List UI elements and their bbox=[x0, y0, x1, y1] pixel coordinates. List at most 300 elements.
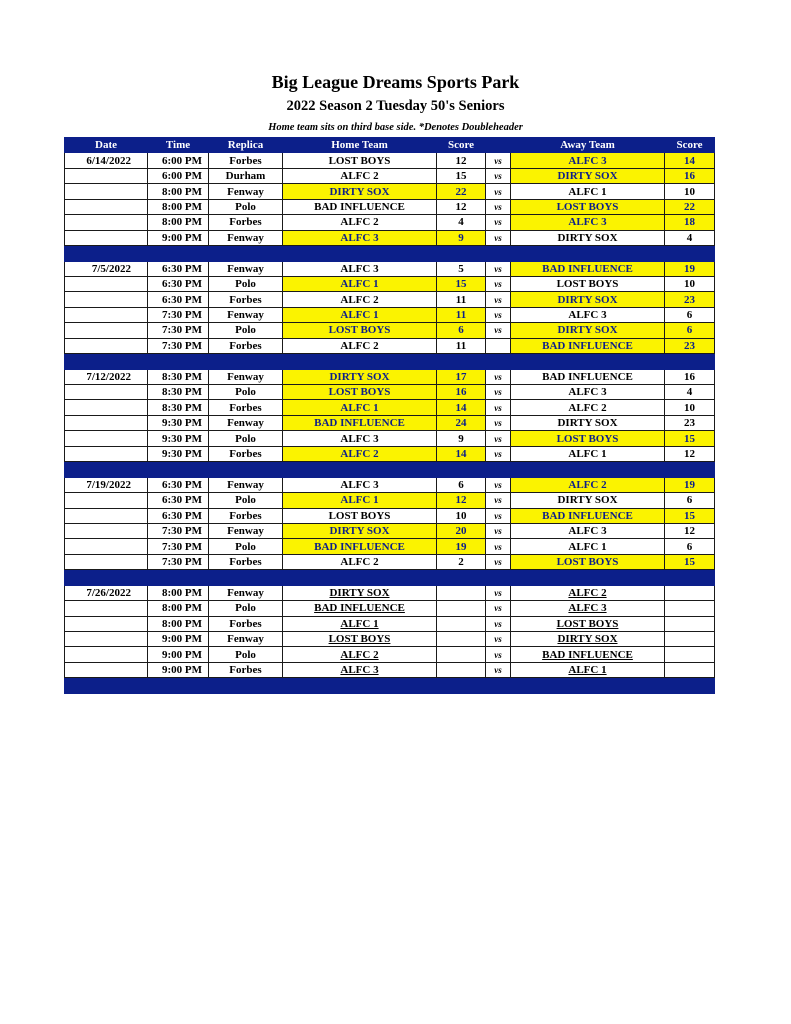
cell-home-team: ALFC 1 bbox=[283, 400, 437, 415]
cell-vs: vs bbox=[486, 431, 511, 446]
col-header-away-score: Score bbox=[665, 138, 715, 153]
cell-home-score: 14 bbox=[437, 400, 486, 415]
cell-away-score: 23 bbox=[665, 338, 715, 353]
col-header-time: Time bbox=[148, 138, 209, 153]
cell-away-score: 4 bbox=[665, 230, 715, 245]
cell-replica: Polo bbox=[209, 385, 283, 400]
cell-replica: Forbes bbox=[209, 338, 283, 353]
cell-away-team: ALFC 1 bbox=[511, 662, 665, 677]
cell-replica: Fenway bbox=[209, 230, 283, 245]
cell-away-score: 14 bbox=[665, 153, 715, 168]
cell-away-team: ALFC 2 bbox=[511, 585, 665, 600]
cell-home-score: 12 bbox=[437, 493, 486, 508]
cell-home-score: 24 bbox=[437, 415, 486, 430]
cell-time: 6:30 PM bbox=[148, 261, 209, 276]
cell-replica: Durham bbox=[209, 168, 283, 183]
table-row bbox=[65, 400, 715, 415]
cell-time: 8:30 PM bbox=[148, 369, 209, 384]
cell-date bbox=[65, 493, 148, 508]
week-separator-row bbox=[65, 354, 715, 369]
cell-date bbox=[65, 230, 148, 245]
cell-home-score: 11 bbox=[437, 307, 486, 322]
week-separator-row bbox=[65, 678, 715, 693]
cell-home-score: 11 bbox=[437, 292, 486, 307]
cell-away-team: ALFC 2 bbox=[511, 477, 665, 492]
cell-time: 6:30 PM bbox=[148, 477, 209, 492]
cell-vs: vs bbox=[486, 616, 511, 631]
separator-cell bbox=[665, 462, 715, 477]
cell-home-team: DIRTY SOX bbox=[283, 585, 437, 600]
cell-away-score: 15 bbox=[665, 431, 715, 446]
cell-time: 7:30 PM bbox=[148, 307, 209, 322]
cell-time: 8:00 PM bbox=[148, 585, 209, 600]
cell-away-score: 6 bbox=[665, 539, 715, 554]
table-row bbox=[65, 477, 715, 492]
cell-date bbox=[65, 276, 148, 291]
cell-time: 6:00 PM bbox=[148, 153, 209, 168]
cell-away-score bbox=[665, 647, 715, 662]
cell-replica: Polo bbox=[209, 647, 283, 662]
cell-time: 7:30 PM bbox=[148, 323, 209, 338]
cell-home-score: 20 bbox=[437, 523, 486, 538]
cell-away-score: 4 bbox=[665, 385, 715, 400]
cell-replica: Fenway bbox=[209, 184, 283, 199]
cell-home-team: DIRTY SOX bbox=[283, 184, 437, 199]
week-separator-row bbox=[65, 462, 715, 477]
cell-away-team: ALFC 3 bbox=[511, 385, 665, 400]
cell-home-score: 9 bbox=[437, 230, 486, 245]
cell-home-score: 19 bbox=[437, 539, 486, 554]
cell-vs: vs bbox=[486, 153, 511, 168]
table-row bbox=[65, 369, 715, 384]
cell-vs: vs bbox=[486, 539, 511, 554]
cell-away-score: 6 bbox=[665, 307, 715, 322]
cell-vs: vs bbox=[486, 400, 511, 415]
cell-away-score: 22 bbox=[665, 199, 715, 214]
cell-away-score: 12 bbox=[665, 446, 715, 461]
cell-home-team: ALFC 3 bbox=[283, 230, 437, 245]
cell-home-score: 9 bbox=[437, 431, 486, 446]
cell-date bbox=[65, 215, 148, 230]
cell-away-score: 16 bbox=[665, 369, 715, 384]
col-header-home-team: Home Team bbox=[283, 138, 437, 153]
cell-time: 6:30 PM bbox=[148, 276, 209, 291]
table-row bbox=[65, 261, 715, 276]
cell-replica: Fenway bbox=[209, 477, 283, 492]
cell-home-score: 11 bbox=[437, 338, 486, 353]
cell-away-team: DIRTY SOX bbox=[511, 493, 665, 508]
cell-date bbox=[65, 554, 148, 569]
cell-away-team: ALFC 1 bbox=[511, 446, 665, 461]
separator-cell bbox=[209, 678, 283, 693]
table-row bbox=[65, 215, 715, 230]
cell-date: 7/26/2022 bbox=[65, 585, 148, 600]
separator-cell bbox=[283, 462, 437, 477]
separator-cell bbox=[148, 462, 209, 477]
cell-vs: vs bbox=[486, 585, 511, 600]
cell-time: 7:30 PM bbox=[148, 523, 209, 538]
cell-date: 6/14/2022 bbox=[65, 153, 148, 168]
separator-cell bbox=[148, 354, 209, 369]
cell-home-team: BAD INFLUENCE bbox=[283, 415, 437, 430]
cell-date bbox=[65, 415, 148, 430]
table-row bbox=[65, 446, 715, 461]
cell-home-team: ALFC 2 bbox=[283, 338, 437, 353]
separator-cell bbox=[65, 354, 148, 369]
cell-vs: vs bbox=[486, 415, 511, 430]
cell-vs: vs bbox=[486, 632, 511, 647]
cell-away-team: ALFC 3 bbox=[511, 523, 665, 538]
cell-away-team: BAD INFLUENCE bbox=[511, 647, 665, 662]
cell-home-score bbox=[437, 601, 486, 616]
cell-replica: Polo bbox=[209, 199, 283, 214]
separator-cell bbox=[148, 246, 209, 261]
cell-date bbox=[65, 400, 148, 415]
cell-replica: Fenway bbox=[209, 585, 283, 600]
table-row bbox=[65, 616, 715, 631]
cell-away-team: LOST BOYS bbox=[511, 276, 665, 291]
cell-time: 8:00 PM bbox=[148, 199, 209, 214]
col-header-replica: Replica bbox=[209, 138, 283, 153]
separator-cell bbox=[65, 570, 148, 585]
separator-cell bbox=[665, 354, 715, 369]
cell-home-team: ALFC 2 bbox=[283, 215, 437, 230]
cell-date bbox=[65, 601, 148, 616]
cell-away-team: ALFC 1 bbox=[511, 184, 665, 199]
separator-cell bbox=[486, 678, 511, 693]
cell-vs: vs bbox=[486, 307, 511, 322]
cell-home-team: BAD INFLUENCE bbox=[283, 601, 437, 616]
cell-home-team: ALFC 3 bbox=[283, 261, 437, 276]
separator-cell bbox=[665, 246, 715, 261]
separator-cell bbox=[665, 678, 715, 693]
separator-cell bbox=[209, 462, 283, 477]
cell-vs: vs bbox=[486, 493, 511, 508]
cell-time: 8:30 PM bbox=[148, 385, 209, 400]
cell-home-team: LOST BOYS bbox=[283, 632, 437, 647]
separator-cell bbox=[209, 246, 283, 261]
cell-home-team: ALFC 3 bbox=[283, 477, 437, 492]
table-row bbox=[65, 431, 715, 446]
cell-away-score: 10 bbox=[665, 276, 715, 291]
cell-away-score: 6 bbox=[665, 493, 715, 508]
separator-cell bbox=[148, 678, 209, 693]
cell-away-score bbox=[665, 632, 715, 647]
separator-cell bbox=[65, 246, 148, 261]
cell-vs: vs bbox=[486, 446, 511, 461]
cell-replica: Forbes bbox=[209, 215, 283, 230]
cell-home-score bbox=[437, 616, 486, 631]
separator-cell bbox=[209, 570, 283, 585]
cell-time: 9:30 PM bbox=[148, 446, 209, 461]
cell-away-score: 19 bbox=[665, 261, 715, 276]
separator-cell bbox=[437, 462, 486, 477]
table-row bbox=[65, 585, 715, 600]
cell-away-team: ALFC 3 bbox=[511, 153, 665, 168]
cell-replica: Polo bbox=[209, 276, 283, 291]
table-row bbox=[65, 415, 715, 430]
cell-time: 6:00 PM bbox=[148, 168, 209, 183]
cell-date bbox=[65, 292, 148, 307]
cell-date bbox=[65, 385, 148, 400]
cell-date bbox=[65, 184, 148, 199]
cell-away-team: LOST BOYS bbox=[511, 199, 665, 214]
cell-time: 9:00 PM bbox=[148, 647, 209, 662]
cell-home-score: 10 bbox=[437, 508, 486, 523]
separator-cell bbox=[65, 678, 148, 693]
separator-cell bbox=[283, 246, 437, 261]
cell-away-team: ALFC 1 bbox=[511, 539, 665, 554]
cell-replica: Forbes bbox=[209, 554, 283, 569]
cell-vs: vs bbox=[486, 276, 511, 291]
cell-home-score: 6 bbox=[437, 477, 486, 492]
cell-away-score: 12 bbox=[665, 523, 715, 538]
separator-cell bbox=[209, 354, 283, 369]
cell-away-score: 6 bbox=[665, 323, 715, 338]
cell-home-team: ALFC 2 bbox=[283, 554, 437, 569]
cell-vs: vs bbox=[486, 554, 511, 569]
table-row bbox=[65, 632, 715, 647]
table-row bbox=[65, 385, 715, 400]
cell-replica: Forbes bbox=[209, 400, 283, 415]
cell-replica: Fenway bbox=[209, 307, 283, 322]
cell-home-team: ALFC 1 bbox=[283, 276, 437, 291]
col-header-date: Date bbox=[65, 138, 148, 153]
cell-replica: Forbes bbox=[209, 508, 283, 523]
table-row bbox=[65, 153, 715, 168]
cell-away-score bbox=[665, 601, 715, 616]
cell-time: 8:30 PM bbox=[148, 400, 209, 415]
cell-away-team: LOST BOYS bbox=[511, 431, 665, 446]
cell-replica: Fenway bbox=[209, 261, 283, 276]
cell-date bbox=[65, 307, 148, 322]
cell-date: 7/12/2022 bbox=[65, 369, 148, 384]
cell-home-team: ALFC 3 bbox=[283, 662, 437, 677]
cell-date bbox=[65, 632, 148, 647]
cell-home-team: BAD INFLUENCE bbox=[283, 539, 437, 554]
cell-away-team: LOST BOYS bbox=[511, 616, 665, 631]
cell-replica: Forbes bbox=[209, 446, 283, 461]
cell-home-team: LOST BOYS bbox=[283, 153, 437, 168]
separator-cell bbox=[283, 354, 437, 369]
cell-time: 6:30 PM bbox=[148, 292, 209, 307]
cell-home-team: LOST BOYS bbox=[283, 385, 437, 400]
cell-away-team: LOST BOYS bbox=[511, 554, 665, 569]
cell-home-team: ALFC 1 bbox=[283, 307, 437, 322]
cell-away-score: 19 bbox=[665, 477, 715, 492]
separator-cell bbox=[511, 246, 665, 261]
cell-date bbox=[65, 338, 148, 353]
cell-replica: Forbes bbox=[209, 292, 283, 307]
separator-cell bbox=[511, 462, 665, 477]
col-header-home-score: Score bbox=[437, 138, 486, 153]
separator-cell bbox=[65, 462, 148, 477]
cell-away-team: ALFC 3 bbox=[511, 307, 665, 322]
cell-home-score: 15 bbox=[437, 168, 486, 183]
cell-home-score: 17 bbox=[437, 369, 486, 384]
cell-away-team: DIRTY SOX bbox=[511, 292, 665, 307]
cell-time: 7:30 PM bbox=[148, 554, 209, 569]
cell-time: 6:30 PM bbox=[148, 493, 209, 508]
separator-cell bbox=[437, 354, 486, 369]
cell-replica: Polo bbox=[209, 431, 283, 446]
cell-time: 9:30 PM bbox=[148, 431, 209, 446]
cell-away-team: BAD INFLUENCE bbox=[511, 261, 665, 276]
cell-date bbox=[65, 431, 148, 446]
cell-date bbox=[65, 323, 148, 338]
cell-home-team: ALFC 2 bbox=[283, 292, 437, 307]
cell-home-score bbox=[437, 585, 486, 600]
cell-home-score: 12 bbox=[437, 153, 486, 168]
cell-away-team: DIRTY SOX bbox=[511, 168, 665, 183]
cell-away-team: BAD INFLUENCE bbox=[511, 338, 665, 353]
week-separator-row bbox=[65, 570, 715, 585]
cell-time: 9:00 PM bbox=[148, 230, 209, 245]
cell-home-team: LOST BOYS bbox=[283, 508, 437, 523]
separator-cell bbox=[283, 570, 437, 585]
cell-home-team: DIRTY SOX bbox=[283, 523, 437, 538]
cell-replica: Polo bbox=[209, 539, 283, 554]
cell-time: 7:30 PM bbox=[148, 338, 209, 353]
cell-home-score bbox=[437, 632, 486, 647]
cell-home-score: 22 bbox=[437, 184, 486, 199]
cell-vs: vs bbox=[486, 292, 511, 307]
schedule-note: Home team sits on third base side. *Denotes Doubleheader bbox=[268, 122, 523, 133]
cell-home-score: 14 bbox=[437, 446, 486, 461]
separator-cell bbox=[148, 570, 209, 585]
cell-away-team: ALFC 2 bbox=[511, 400, 665, 415]
page-subtitle: 2022 Season 2 Tuesday 50's Seniors bbox=[286, 98, 505, 114]
cell-away-team: DIRTY SOX bbox=[511, 323, 665, 338]
cell-away-score: 10 bbox=[665, 184, 715, 199]
cell-date: 7/5/2022 bbox=[65, 261, 148, 276]
cell-time: 9:00 PM bbox=[148, 632, 209, 647]
cell-time: 9:30 PM bbox=[148, 415, 209, 430]
table-header-row bbox=[65, 138, 715, 153]
cell-time: 8:00 PM bbox=[148, 184, 209, 199]
cell-vs: vs bbox=[486, 508, 511, 523]
table-row bbox=[65, 662, 715, 677]
cell-date bbox=[65, 168, 148, 183]
table-row bbox=[65, 554, 715, 569]
cell-away-score: 23 bbox=[665, 415, 715, 430]
cell-replica: Fenway bbox=[209, 523, 283, 538]
cell-time: 8:00 PM bbox=[148, 601, 209, 616]
table-row bbox=[65, 601, 715, 616]
cell-date bbox=[65, 616, 148, 631]
cell-home-team: ALFC 2 bbox=[283, 446, 437, 461]
cell-home-team: ALFC 1 bbox=[283, 616, 437, 631]
cell-vs: vs bbox=[486, 662, 511, 677]
cell-time: 8:00 PM bbox=[148, 215, 209, 230]
cell-time: 6:30 PM bbox=[148, 508, 209, 523]
table-row bbox=[65, 647, 715, 662]
cell-home-score: 5 bbox=[437, 261, 486, 276]
cell-away-score: 18 bbox=[665, 215, 715, 230]
cell-replica: Fenway bbox=[209, 632, 283, 647]
cell-date bbox=[65, 446, 148, 461]
cell-away-team: BAD INFLUENCE bbox=[511, 369, 665, 384]
cell-replica: Fenway bbox=[209, 369, 283, 384]
separator-cell bbox=[486, 354, 511, 369]
table-row bbox=[65, 230, 715, 245]
cell-time: 7:30 PM bbox=[148, 539, 209, 554]
separator-cell bbox=[486, 570, 511, 585]
cell-time: 9:00 PM bbox=[148, 662, 209, 677]
cell-away-team: DIRTY SOX bbox=[511, 230, 665, 245]
cell-vs: vs bbox=[486, 215, 511, 230]
cell-vs: vs bbox=[486, 199, 511, 214]
cell-away-team: ALFC 3 bbox=[511, 601, 665, 616]
table-row bbox=[65, 168, 715, 183]
table-row bbox=[65, 493, 715, 508]
cell-vs: vs bbox=[486, 230, 511, 245]
separator-cell bbox=[283, 678, 437, 693]
table-row bbox=[65, 276, 715, 291]
cell-away-team: BAD INFLUENCE bbox=[511, 508, 665, 523]
col-header-away-team: Away Team bbox=[511, 138, 665, 153]
page-title: Big League Dreams Sports Park bbox=[271, 72, 520, 92]
cell-home-team: ALFC 2 bbox=[283, 168, 437, 183]
separator-cell bbox=[437, 570, 486, 585]
separator-cell bbox=[486, 246, 511, 261]
cell-away-score: 15 bbox=[665, 554, 715, 569]
cell-away-score bbox=[665, 616, 715, 631]
table-row bbox=[65, 323, 715, 338]
cell-vs: vs bbox=[486, 184, 511, 199]
cell-away-score bbox=[665, 585, 715, 600]
cell-home-score bbox=[437, 647, 486, 662]
cell-away-score bbox=[665, 662, 715, 677]
cell-home-score: 12 bbox=[437, 199, 486, 214]
cell-home-score bbox=[437, 662, 486, 677]
cell-away-score: 16 bbox=[665, 168, 715, 183]
cell-vs: vs bbox=[486, 261, 511, 276]
cell-date bbox=[65, 539, 148, 554]
cell-date bbox=[65, 523, 148, 538]
table-row bbox=[65, 184, 715, 199]
table-row bbox=[65, 307, 715, 322]
cell-vs: vs bbox=[486, 369, 511, 384]
cell-away-team: ALFC 3 bbox=[511, 215, 665, 230]
cell-replica: Polo bbox=[209, 323, 283, 338]
cell-away-score: 10 bbox=[665, 400, 715, 415]
cell-home-team: DIRTY SOX bbox=[283, 369, 437, 384]
cell-vs: vs bbox=[486, 523, 511, 538]
separator-cell bbox=[511, 570, 665, 585]
cell-home-team: ALFC 1 bbox=[283, 493, 437, 508]
col-header-vs bbox=[486, 138, 511, 153]
week-separator-row bbox=[65, 246, 715, 261]
cell-home-team: LOST BOYS bbox=[283, 323, 437, 338]
cell-vs: vs bbox=[486, 477, 511, 492]
table-row bbox=[65, 523, 715, 538]
separator-cell bbox=[511, 354, 665, 369]
cell-home-team: ALFC 2 bbox=[283, 647, 437, 662]
cell-replica: Forbes bbox=[209, 153, 283, 168]
table-row bbox=[65, 539, 715, 554]
table-row bbox=[65, 338, 715, 353]
cell-replica: Polo bbox=[209, 601, 283, 616]
cell-date bbox=[65, 647, 148, 662]
cell-date bbox=[65, 662, 148, 677]
cell-date bbox=[65, 199, 148, 214]
cell-away-score: 15 bbox=[665, 508, 715, 523]
cell-away-team: DIRTY SOX bbox=[511, 415, 665, 430]
cell-home-score: 6 bbox=[437, 323, 486, 338]
cell-vs: vs bbox=[486, 647, 511, 662]
cell-home-score: 15 bbox=[437, 276, 486, 291]
